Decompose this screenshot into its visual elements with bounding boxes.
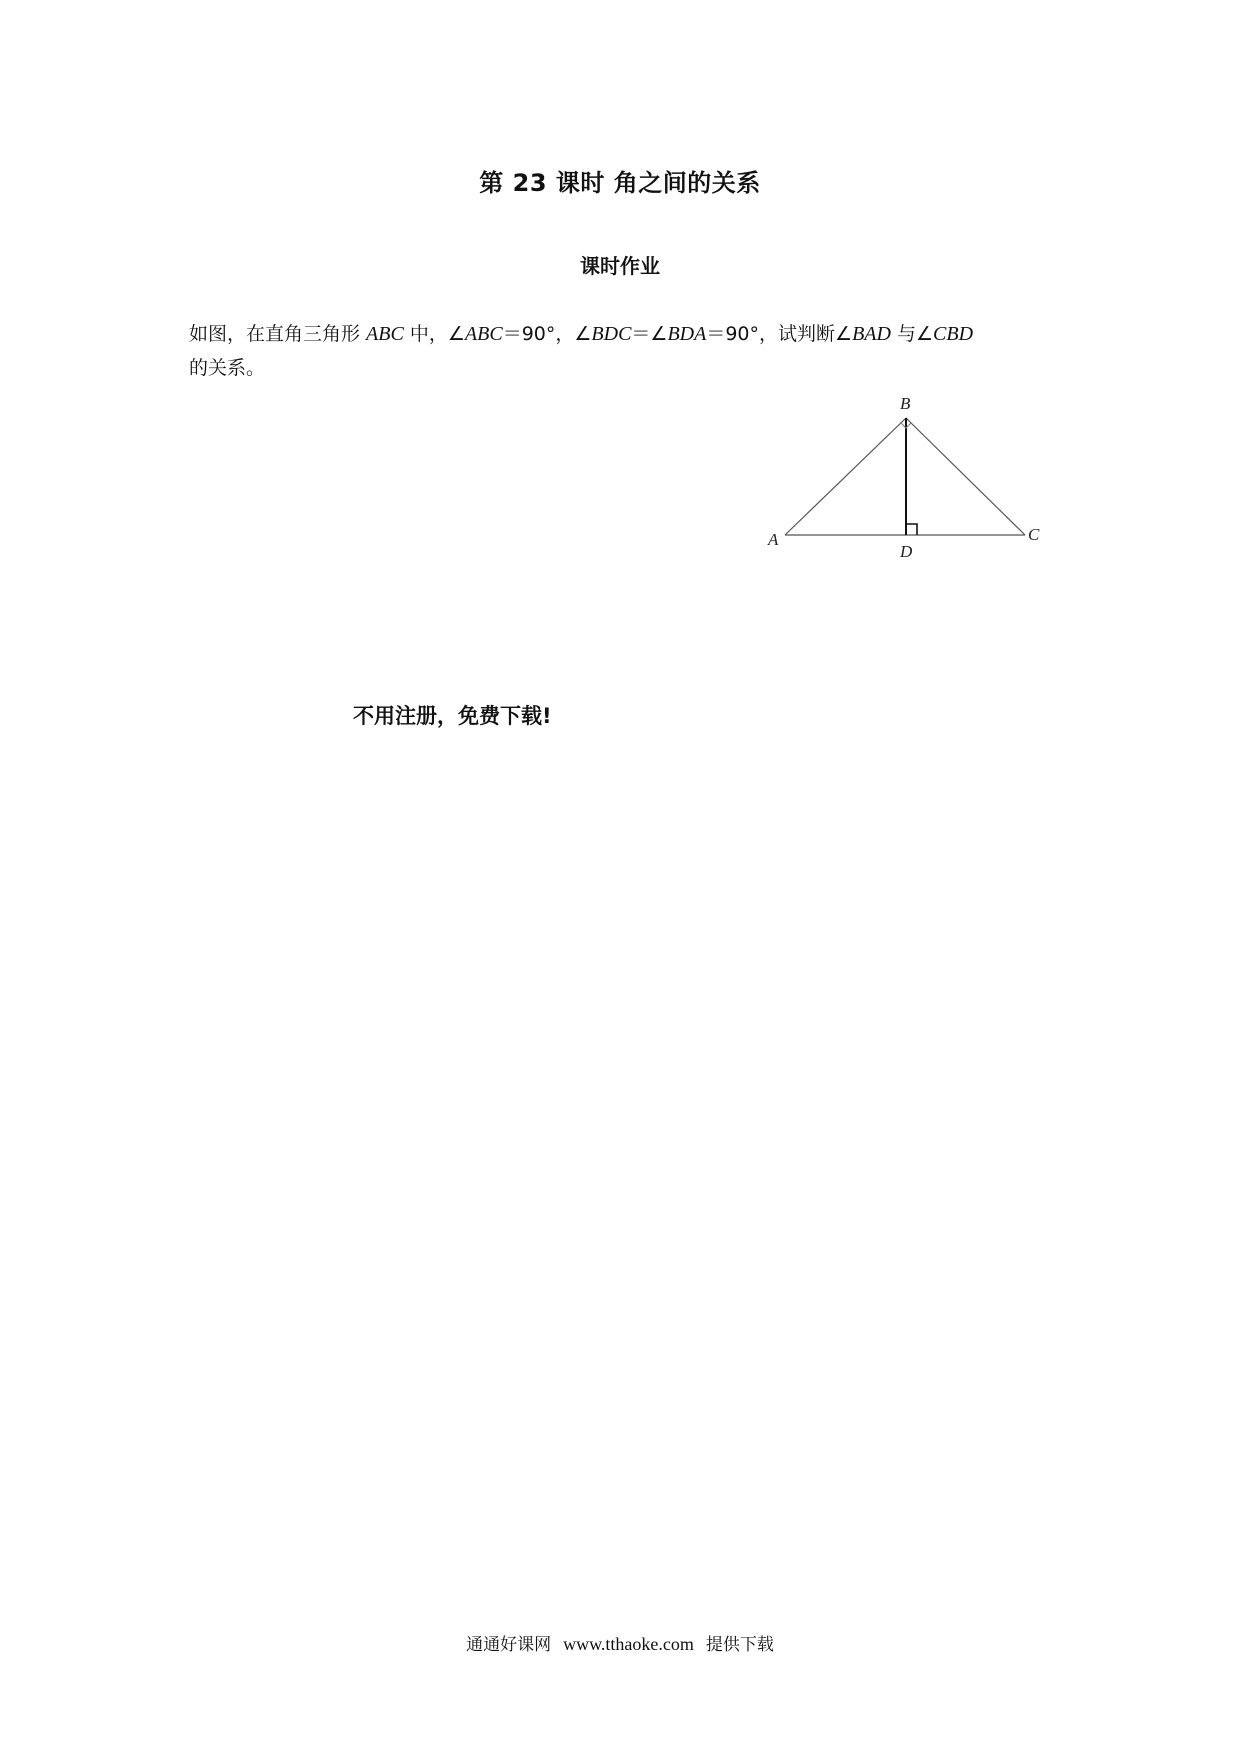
footer-site-name: 通通好课网 [466,1635,552,1655]
page-title: 第 23 课时 角之间的关系 [479,169,761,197]
question-part-6: 与∠ [890,323,934,345]
page-footer [0,1630,1240,1655]
vertex-label-b: B [900,394,911,413]
footer-suffix: 提供下载 [705,1635,774,1655]
question-part-1: 如图，在直角三角形 [189,323,367,345]
section-subtitle: 课时作业 [580,254,660,278]
vertex-label-a: A [768,530,779,549]
question-part-7: 的关系。 [189,357,266,379]
question-part-4: ＝∠ [631,323,668,345]
question-var-abc: ABC [366,323,404,345]
question-part-5: ＝90°，试判断∠ [706,323,853,345]
promo-text: 不用注册，免费下载! [353,704,552,728]
side-bc [906,418,1025,535]
triangle-figure [760,390,1060,570]
vertex-label-d: D [900,542,913,561]
question-var-bdc: BDC [591,323,632,345]
question-var-abc-angle: ABC [464,323,503,345]
question-part-2: 中，∠ [403,323,465,345]
question-text [189,317,1069,385]
question-part-3: ＝90°，∠ [502,323,592,345]
question-var-cbd: CBD [933,323,974,345]
question-var-bad: BAD [852,323,891,345]
footer-url: www.tthaoke.com [563,1634,694,1654]
vertex-label-c: C [1028,525,1040,544]
side-ab [785,418,906,535]
question-var-bda: BDA [667,323,707,345]
right-angle-mark-d [906,524,917,535]
